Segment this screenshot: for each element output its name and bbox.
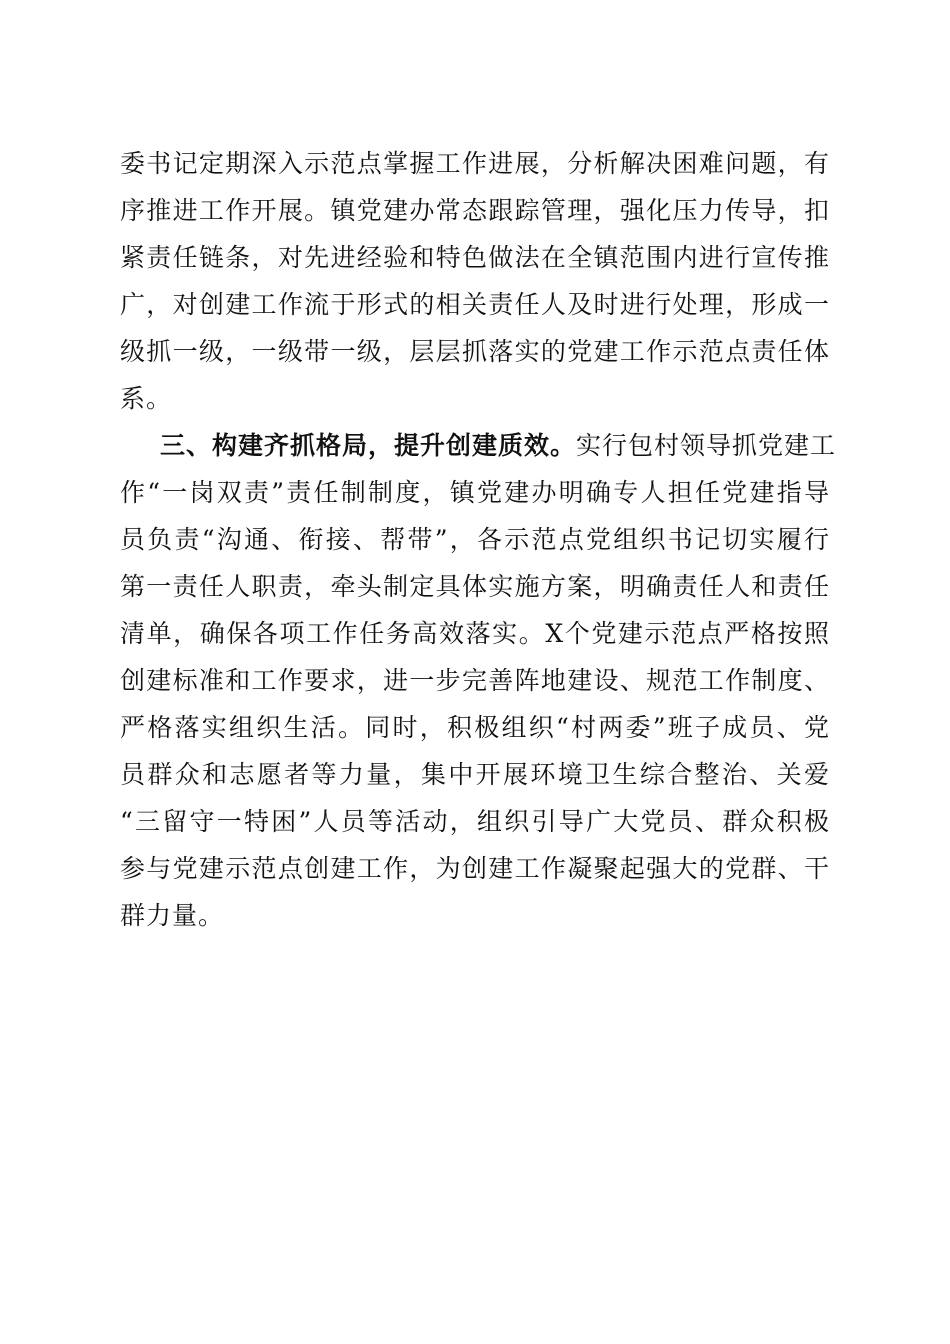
section-heading: 三、构建齐抓格局，提升创建质效。: [160, 431, 577, 460]
text-line: 级抓一级，一级带一级，层层抓落实的党建工作示范点责任体: [120, 337, 830, 366]
paragraph-section-three: [120, 422, 837, 939]
text-line: 清单，确保各项工作任务高效落实。X个党建示范点严格按照: [120, 619, 830, 648]
text-line: “三留守一特困”人员等活动，组织引导广大党员、群众积极: [120, 807, 830, 836]
text-line: 第一责任人职责，牵头制定具体实施方案，明确责任人和责任: [120, 572, 830, 601]
text-line: 委书记定期深入示范点掌握工作进展，分析解决困难问题，有: [120, 149, 830, 178]
document-page: [120, 140, 837, 939]
section-heading-line: [120, 422, 837, 469]
text-line: 员群众和志愿者等力量，集中开展环境卫生综合整治、关爱: [120, 760, 830, 789]
text-line: 序推进工作开展。镇党建办常态跟踪管理，强化压力传导，扣: [120, 196, 830, 225]
text-line: 广，对创建工作流于形式的相关责任人及时进行处理，形成一: [120, 290, 830, 319]
text-line: 系。: [120, 384, 173, 413]
text-line: 员负责“沟通、衔接、帮带”，各示范点党组织书记切实履行: [120, 525, 830, 554]
text-line: 严格落实组织生活。同时，积极组织“村两委”班子成员、党: [120, 713, 830, 742]
text-line: 创建标准和工作要求，进一步完善阵地建设、规范工作制度、: [120, 666, 830, 695]
paragraph-responsibility-system: [120, 140, 830, 422]
text-line: 群力量。: [120, 901, 225, 930]
heading-line-rest: 实行包村领导抓党建工: [576, 431, 837, 460]
text-line: 紧责任链条，对先进经验和特色做法在全镇范围内进行宣传推: [120, 243, 830, 272]
text-line: 参与党建示范点创建工作，为创建工作凝聚起强大的党群、干: [120, 854, 830, 883]
text-line: 作“一岗双责”责任制制度，镇党建办明确专人担任党建指导: [120, 478, 830, 507]
